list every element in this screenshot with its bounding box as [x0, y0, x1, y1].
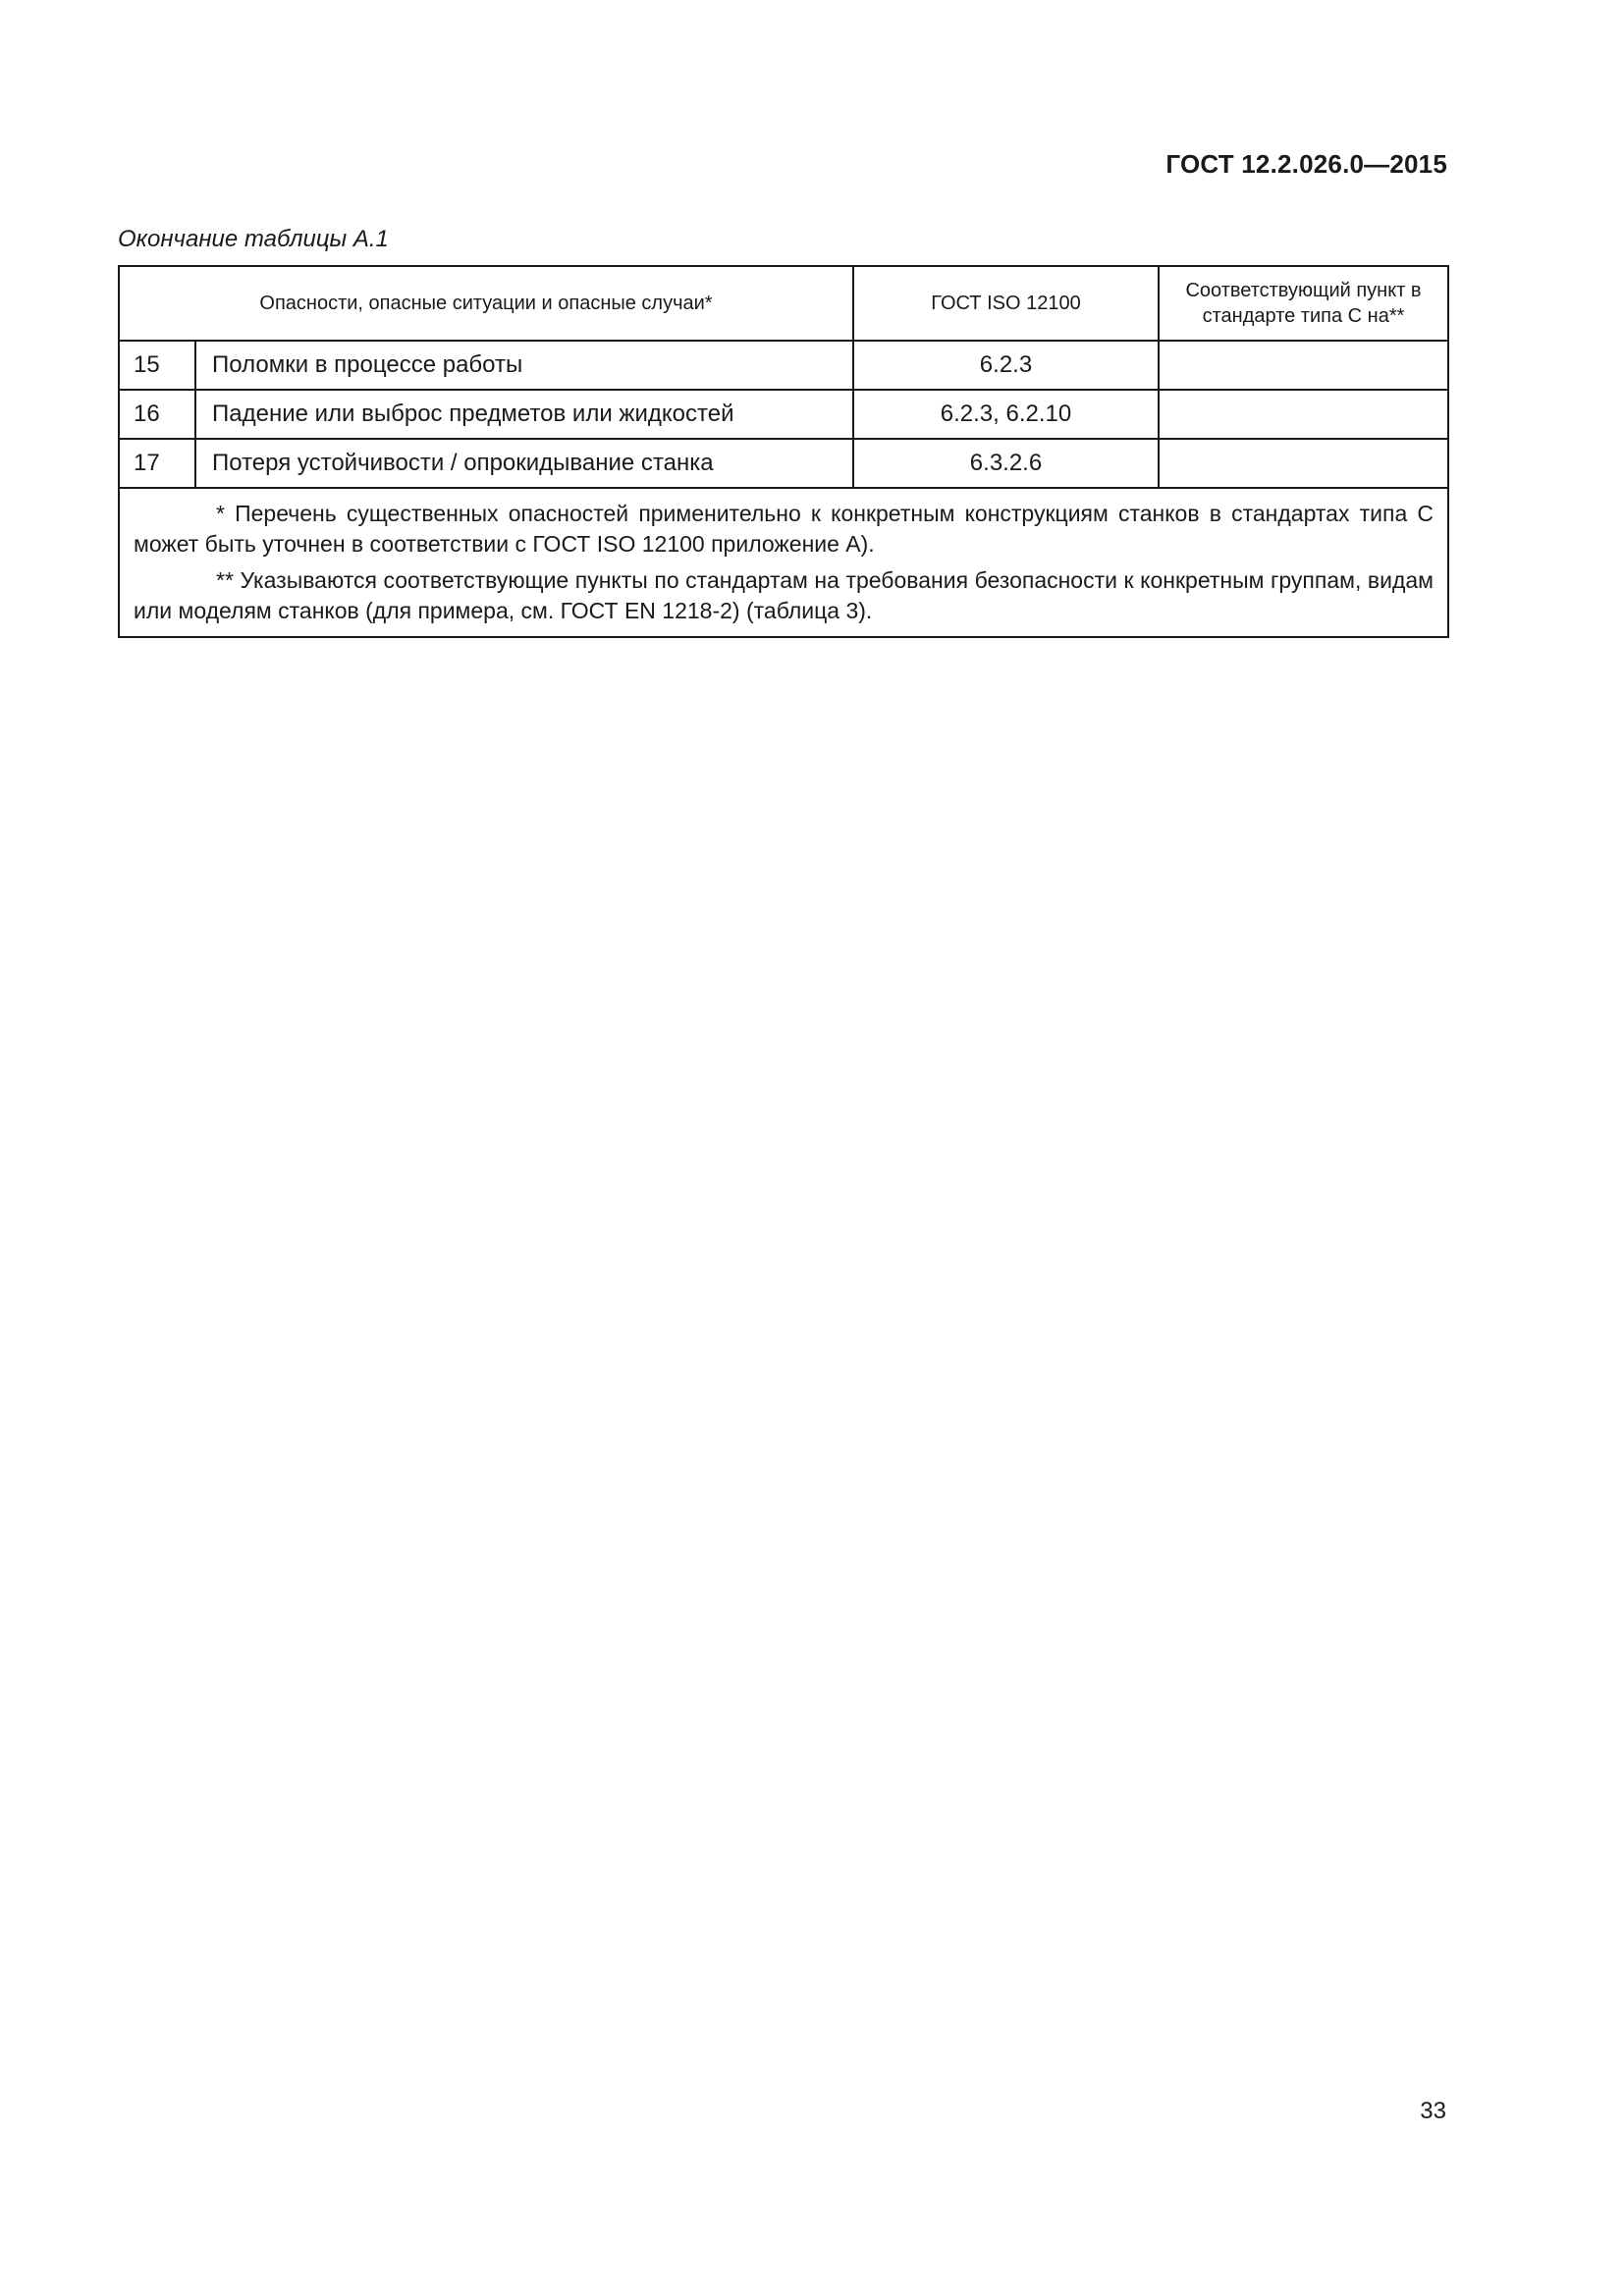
- row-iso-ref: 6.2.3, 6.2.10: [853, 390, 1159, 439]
- hazard-table: [118, 265, 1449, 638]
- footnote-c-type-clause: ** Указываются соответствующие пункты по стандартам на требования безопасности к конкретным группам, видам или моделям станков (для примера, см. ГОСТ EN 1218-2) (таблица 3).: [134, 567, 1434, 623]
- table-row: [119, 439, 1448, 488]
- row-c-clause: [1159, 439, 1448, 488]
- table-row: [119, 341, 1448, 390]
- table-header-row: [119, 266, 1448, 341]
- header-hazards: Опасности, опасные ситуации и опасные случаи*: [119, 266, 853, 341]
- table-caption: Окончание таблицы А.1: [118, 226, 389, 252]
- table-notes: [119, 488, 1448, 637]
- row-c-clause: [1159, 390, 1448, 439]
- footnote-hazards: * Перечень существенных опасностей применительно к конкретным конструкциям станков в стандартах типа С может быть уточнен в соответствии с ГОСТ ISO 12100 приложение А).: [134, 501, 1434, 557]
- row-number: 16: [119, 390, 195, 439]
- header-c-type-clause: Соответствующий пункт в стандарте типа С на**: [1159, 266, 1448, 341]
- document-designation: ГОСТ 12.2.026.0—2015: [1165, 149, 1447, 179]
- row-iso-ref: 6.3.2.6: [853, 439, 1159, 488]
- table-row: [119, 390, 1448, 439]
- row-number: 15: [119, 341, 195, 390]
- table-notes-row: [119, 488, 1448, 637]
- row-hazard: Поломки в процессе работы: [195, 341, 853, 390]
- row-hazard: Падение или выброс предметов или жидкостей: [195, 390, 853, 439]
- row-iso-ref: 6.2.3: [853, 341, 1159, 390]
- page-number: 33: [1420, 2098, 1446, 2124]
- row-hazard: Потеря устойчивости / опрокидывание станка: [195, 439, 853, 488]
- header-iso-12100: ГОСТ ISO 12100: [853, 266, 1159, 341]
- row-c-clause: [1159, 341, 1448, 390]
- row-number: 17: [119, 439, 195, 488]
